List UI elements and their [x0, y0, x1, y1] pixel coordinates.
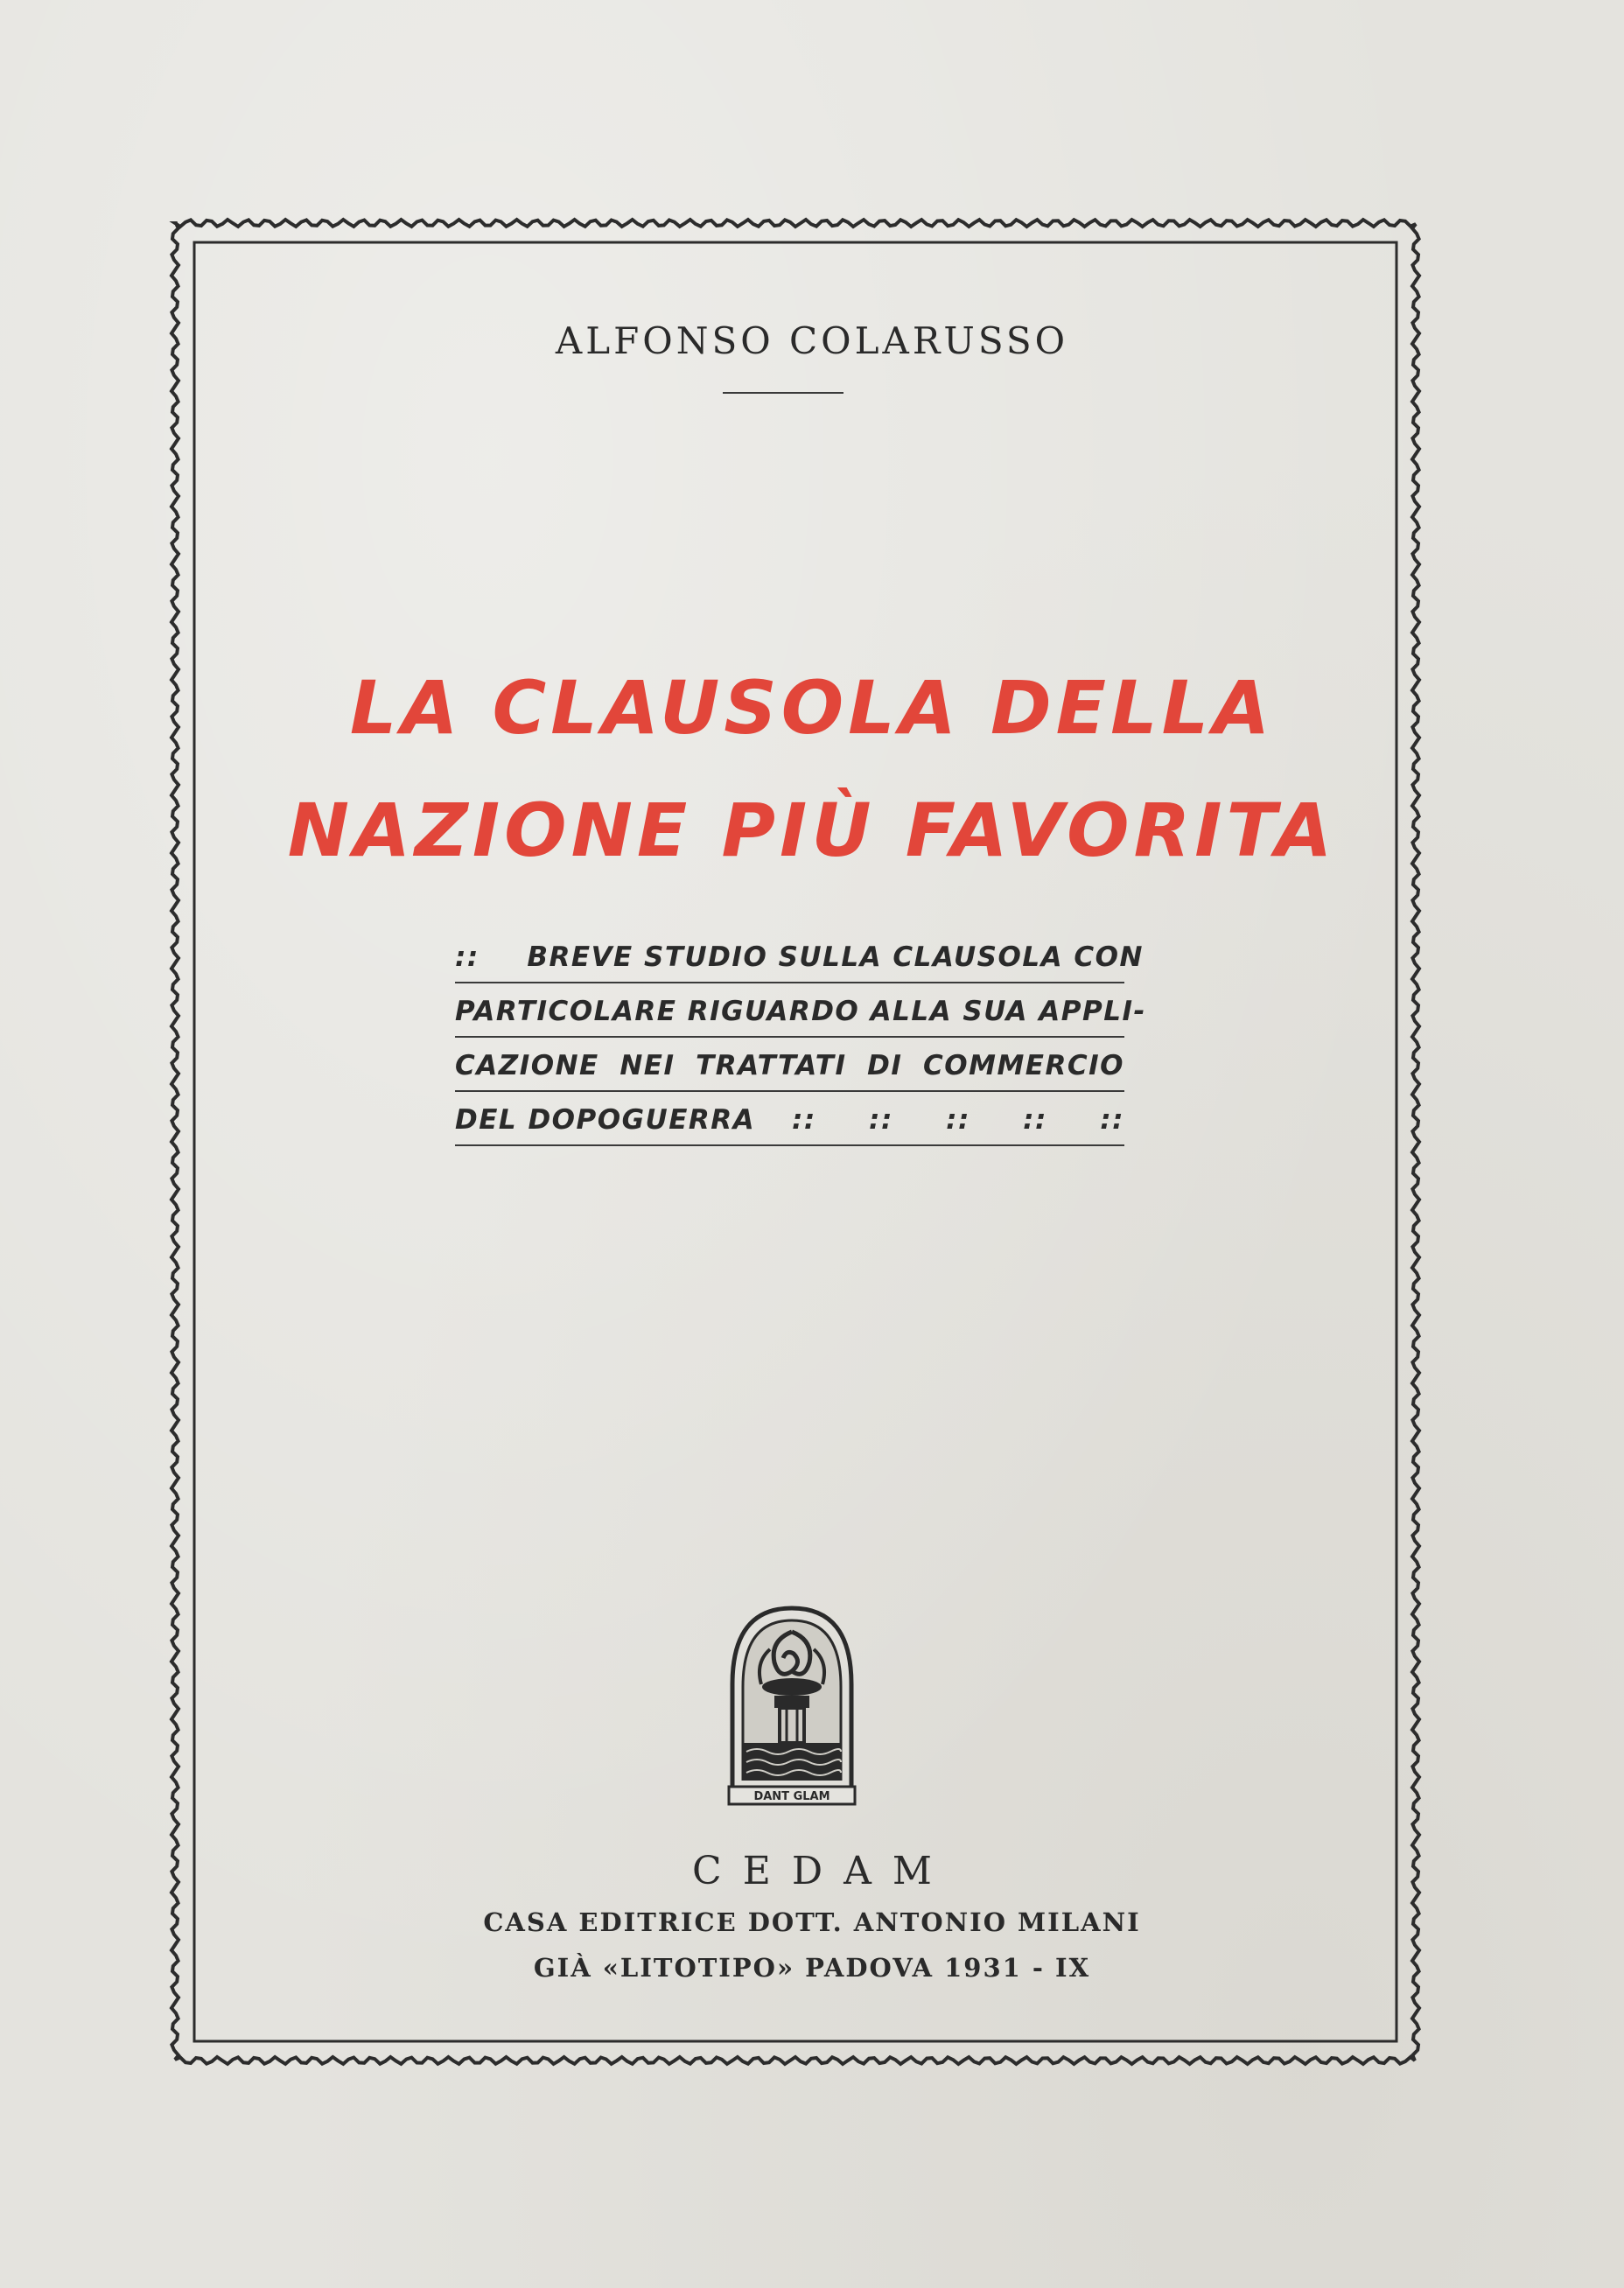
trailing-mark: ::	[1023, 1104, 1047, 1136]
subtitle-block	[455, 929, 1146, 1146]
subtitle-line-3	[455, 1038, 1124, 1092]
emblem-motto: DANT GLAM	[753, 1790, 830, 1803]
subtitle-text-3: CAZIONE NEI TRATTATI DI COMMERCIO	[455, 1050, 1124, 1081]
trailing-mark: ::	[869, 1104, 893, 1136]
subtitle-trailing-marks	[792, 1104, 1124, 1136]
trailing-mark: ::	[792, 1104, 816, 1136]
subtitle-line-2	[455, 983, 1146, 1038]
author-name: ALFONSO COLARUSSO	[555, 319, 1069, 362]
subtitle-text-2: PARTICOLARE RIGUARDO ALLA SUA APPLI-	[455, 996, 1146, 1027]
publisher-emblem-icon	[722, 1601, 862, 1807]
subtitle-text-1: BREVE STUDIO SULLA CLAUSOLA CON	[527, 941, 1144, 973]
subtitle-text-4: DEL DOPOGUERRA	[455, 1104, 756, 1136]
author-divider	[723, 392, 844, 394]
subtitle-lead-mark: ::	[455, 941, 480, 973]
subtitle-line-4	[455, 1092, 1124, 1146]
trailing-mark: ::	[1100, 1104, 1124, 1136]
publisher-line-1: CASA EDITRICE DOTT. ANTONIO MILANI	[483, 1907, 1141, 1937]
trailing-mark: ::	[946, 1104, 970, 1136]
title-line-2: NAZIONE PIÙ FAVORITA	[287, 787, 1337, 873]
subtitle-line-1	[455, 929, 1144, 983]
publisher-name: CEDAM	[692, 1849, 953, 1893]
title-line-1: LA CLAUSOLA DELLA	[349, 665, 1275, 751]
publisher-line-2: GIÀ «LITOTIPO» PADOVA 1931 - IX	[533, 1953, 1091, 1983]
